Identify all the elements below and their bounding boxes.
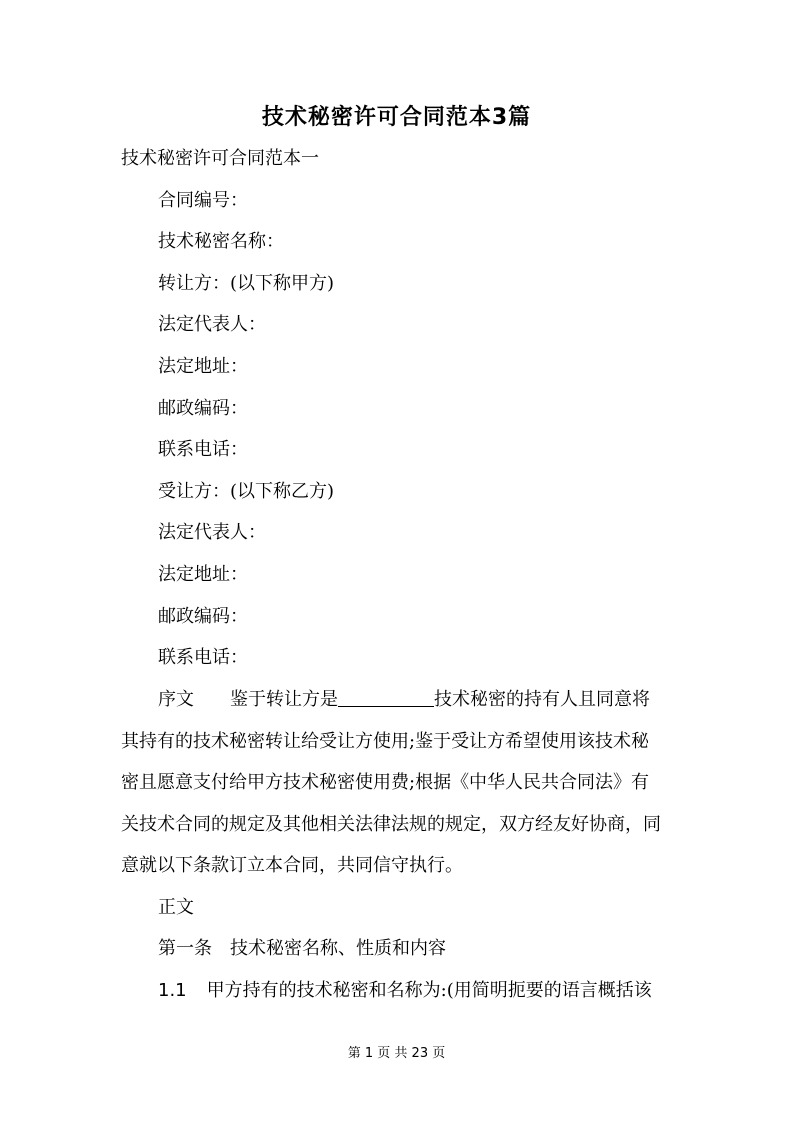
preamble-first-line (158, 688, 650, 712)
field-address-b: 法定地址： (158, 564, 248, 585)
section-heading: 技术秘密许可合同范本一 (121, 148, 319, 169)
preamble-line: 意就以下条款订立本合同，共同信守执行。 (121, 855, 463, 876)
field-legal-rep-b: 法定代表人： (158, 522, 266, 543)
field-address-a: 法定地址： (158, 356, 248, 377)
clause-text: 甲方持有的技术秘密和名称为:(用简明扼要的语言概括该 (206, 980, 652, 1001)
clause-1-1 (158, 979, 652, 1003)
preamble-line: 其持有的技术秘密转让给受让方使用;鉴于受让方希望使用该技术秘 (121, 731, 650, 752)
field-phone-a: 联系电话： (158, 439, 248, 460)
document-title: 技术秘密许可合同范本3篇 (261, 105, 532, 130)
field-transferor: 转让方：(以下称甲方) (158, 273, 335, 294)
fill-in-blank (338, 688, 434, 707)
clause-number: 1.1 (158, 980, 187, 1001)
preamble-line: 密且愿意支付给甲方技术秘密使用费;根据《中华人民共合同法》有 (121, 772, 650, 793)
field-postcode-b: 邮政编码： (158, 606, 248, 627)
field-secret-name: 技术秘密名称： (158, 231, 284, 252)
page-footer: 第 1 页 共 23 页 (347, 1046, 446, 1061)
field-phone-b: 联系电话： (158, 647, 248, 668)
preamble-label: 序文 (158, 689, 194, 710)
field-postcode-a: 邮政编码： (158, 398, 248, 419)
body-label: 正文 (158, 897, 194, 918)
field-legal-rep-a: 法定代表人： (158, 314, 266, 335)
preamble-text-end: 技术秘密的持有人且同意将 (434, 689, 650, 710)
preamble-line: 关技术合同的规定及其他相关法律法规的规定，双方经友好协商，同 (121, 814, 661, 835)
field-transferee: 受让方：(以下称乙方) (158, 481, 335, 502)
preamble-text-start: 鉴于转让方是 (230, 689, 338, 710)
article-heading: 第一条 技术秘密名称、性质和内容 (158, 938, 446, 959)
field-contract-number: 合同编号： (158, 190, 248, 211)
